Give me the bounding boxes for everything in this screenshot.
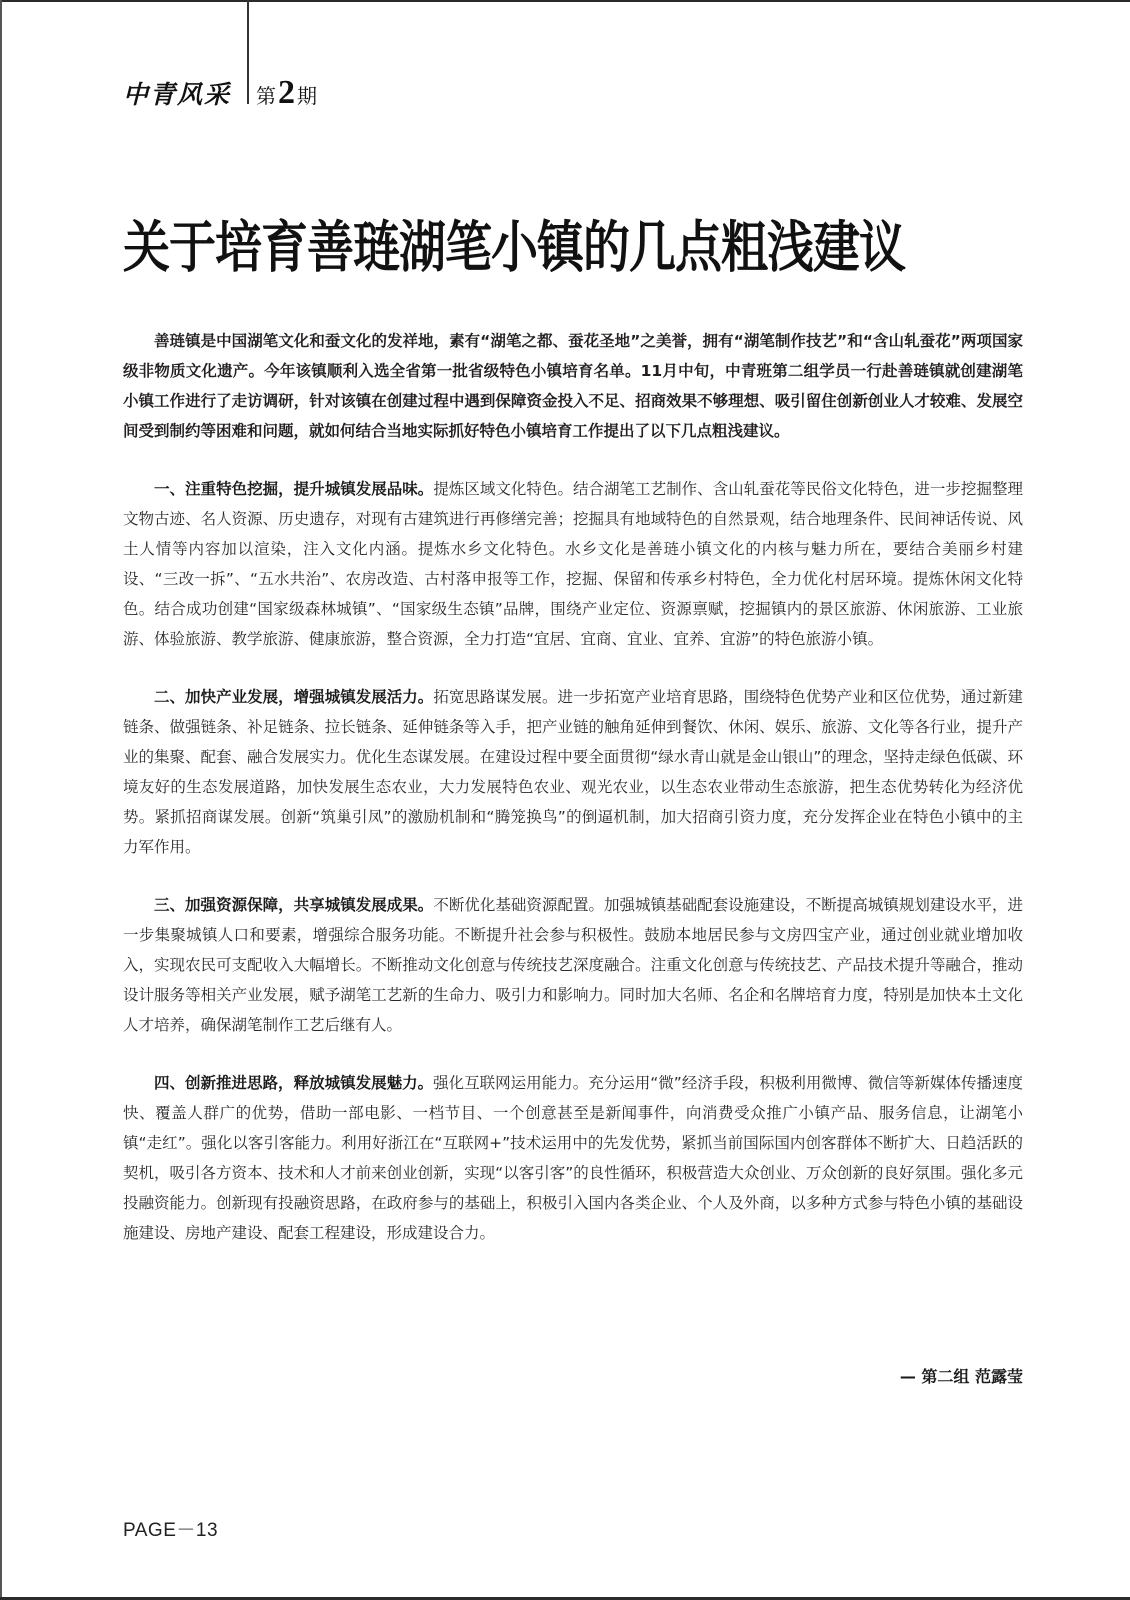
section-body: 提炼区域文化特色。结合湖笔工艺制作、含山轧蚕花等民俗文化特色，进一步挖掘整理文物古迹、名人资源、历史遗存，对现有古建筑进行再修缮完善；挖掘具有地域特色的自然景观，结合地理条件、民间神话传说、风土人情等内容加以渲染，注入文化内涵。提炼水乡文化特色。水乡文化是善琏小镇文化的内核与魅力所在，要结合美丽乡村建设、“三改一拆”、“五水共治”、农房改造、古村落申报等工作，挖掘、保留和传承乡村特色，全力优化村居环境。提炼休闲文化特色。结合成功创建“国家级森林城镇”、“国家级生态镇”品牌，围绕产业定位、资源禀赋，挖掘镇内的景区旅游、休闲旅游、工业旅游、体验旅游、教学旅游、健康旅游，整合资源，全力打造“宜居、宜商、宜业、宜养、宜游”的特色旅游小镇。	[123, 480, 1023, 648]
section-heading: 一、注重特色挖掘，提升城镇发展品味。	[154, 480, 434, 498]
section-heading: 三、加强资源保障，共享城镇发展成果。	[154, 896, 434, 914]
section-heading: 四、创新推进思路，释放城镇发展魅力。	[154, 1074, 434, 1092]
issue-number: 2	[278, 74, 295, 111]
article-body	[123, 326, 1023, 1276]
section-body: 拓宽思路谋发展。进一步拓宽产业培育思路，围绕特色优势产业和区位优势，通过新建链条、做强链条、补足链条、拉长链条、延伸链条等入手，把产业链的触角延伸到餐饮、休闲、娱乐、旅游、文化等各行业，提升产业的集聚、配套、融合发展实力。优化生态谋发展。在建设过程中要全面贯彻“绿水青山就是金山银山”的理念，坚持走绿色低碳、环境友好的生态发展道路，加快发展生态农业，大力发展特色农业、观光农业，以生态农业带动生态旅游，把生态优势转化为经济优势。紧抓招商谋发展。创新“筑巢引凤”的激励机制和“腾笼换鸟”的倒逼机制，加大招商引资力度，充分发挥企业在特色小镇中的主力军作用。	[123, 688, 1023, 856]
section-paragraph	[123, 682, 1023, 862]
page-frame-left	[0, 0, 2, 1600]
header-divider	[247, 0, 249, 104]
issue-prefix: 第	[256, 84, 276, 108]
section-body: 强化互联网运用能力。充分运用“微”经济手段，积极利用微博、微信等新媒体传播速度快、覆盖人群广的优势，借助一部电影、一档节目、一个创意甚至是新闻事件，向消费受众推广小镇产品、服务信息，让湖笔小镇“走红”。强化以客引客能力。利用好浙江在“互联网+”技术运用中的先发优势，紧抓当前国际国内创客群体不断扩大、日趋活跃的契机，吸引各方资本、技术和人才前来创业创新，实现“以客引客”的良性循环，积极营造大众创业、万众创新的良好氛围。强化多元投融资能力。创新现有投融资思路，在政府参与的基础上，积极引入国内各类企业、个人及外商，以多种方式参与特色小镇的基础设施建设、房地产建设、配套工程建设，形成建设合力。	[123, 1074, 1023, 1242]
masthead	[123, 76, 231, 110]
section-body: 不断优化基础资源配置。加强城镇基础配套设施建设，不断提高城镇规划建设水平，进一步集聚城镇人口和要素，增强综合服务功能。不断提升社会参与积极性。鼓励本地居民参与文房四宝产业，通过创业就业增加收入，实现农民可支配收入大幅增长。不断推动文化创意与传统技艺深度融合。注重文化创意与传统技艺、产品技术提升等融合，推动设计服务等相关产业发展，赋予湖笔工艺新的生命力、吸引力和影响力。同时加大名师、名企和名牌培育力度，特别是加快本土文化人才培养，确保湖笔制作工艺后继有人。	[123, 896, 1023, 1034]
issue-suffix: 期	[297, 84, 317, 108]
section-paragraph	[123, 474, 1023, 654]
author-signature: — 第二组 范露莹	[899, 1367, 1023, 1386]
section-heading: 二、加快产业发展，增强城镇发展活力。	[154, 688, 434, 706]
issue-label	[256, 74, 317, 112]
article-title: 关于培育善琏湖笔小镇的几点粗浅建议	[123, 215, 905, 281]
section-paragraph	[123, 890, 1023, 1040]
page-number: PAGE－13	[123, 1520, 219, 1541]
page-frame-top	[0, 0, 1130, 2]
magazine-name: 中青风采	[123, 80, 232, 109]
lead-paragraph: 善琏镇是中国湖笔文化和蚕文化的发祥地，素有“湖笔之都、蚕花圣地”之美誉，拥有“湖笔制作技艺”和“含山轧蚕花”两项国家级非物质文化遗产。今年该镇顺利入选全省第一批省级特色小镇培育名单。11月中旬，中青班第二组学员一行赴善琏镇就创建湖笔小镇工作进行了走访调研，针对该镇在创建过程中遇到保障资金投入不足、招商效果不够理想、吸引留住创新创业人才较难、发展空间受到制约等困难和问题，就如何结合当地实际抓好特色小镇培育工作提出了以下几点粗浅建议。	[123, 332, 1023, 440]
section-paragraph	[123, 1068, 1023, 1248]
